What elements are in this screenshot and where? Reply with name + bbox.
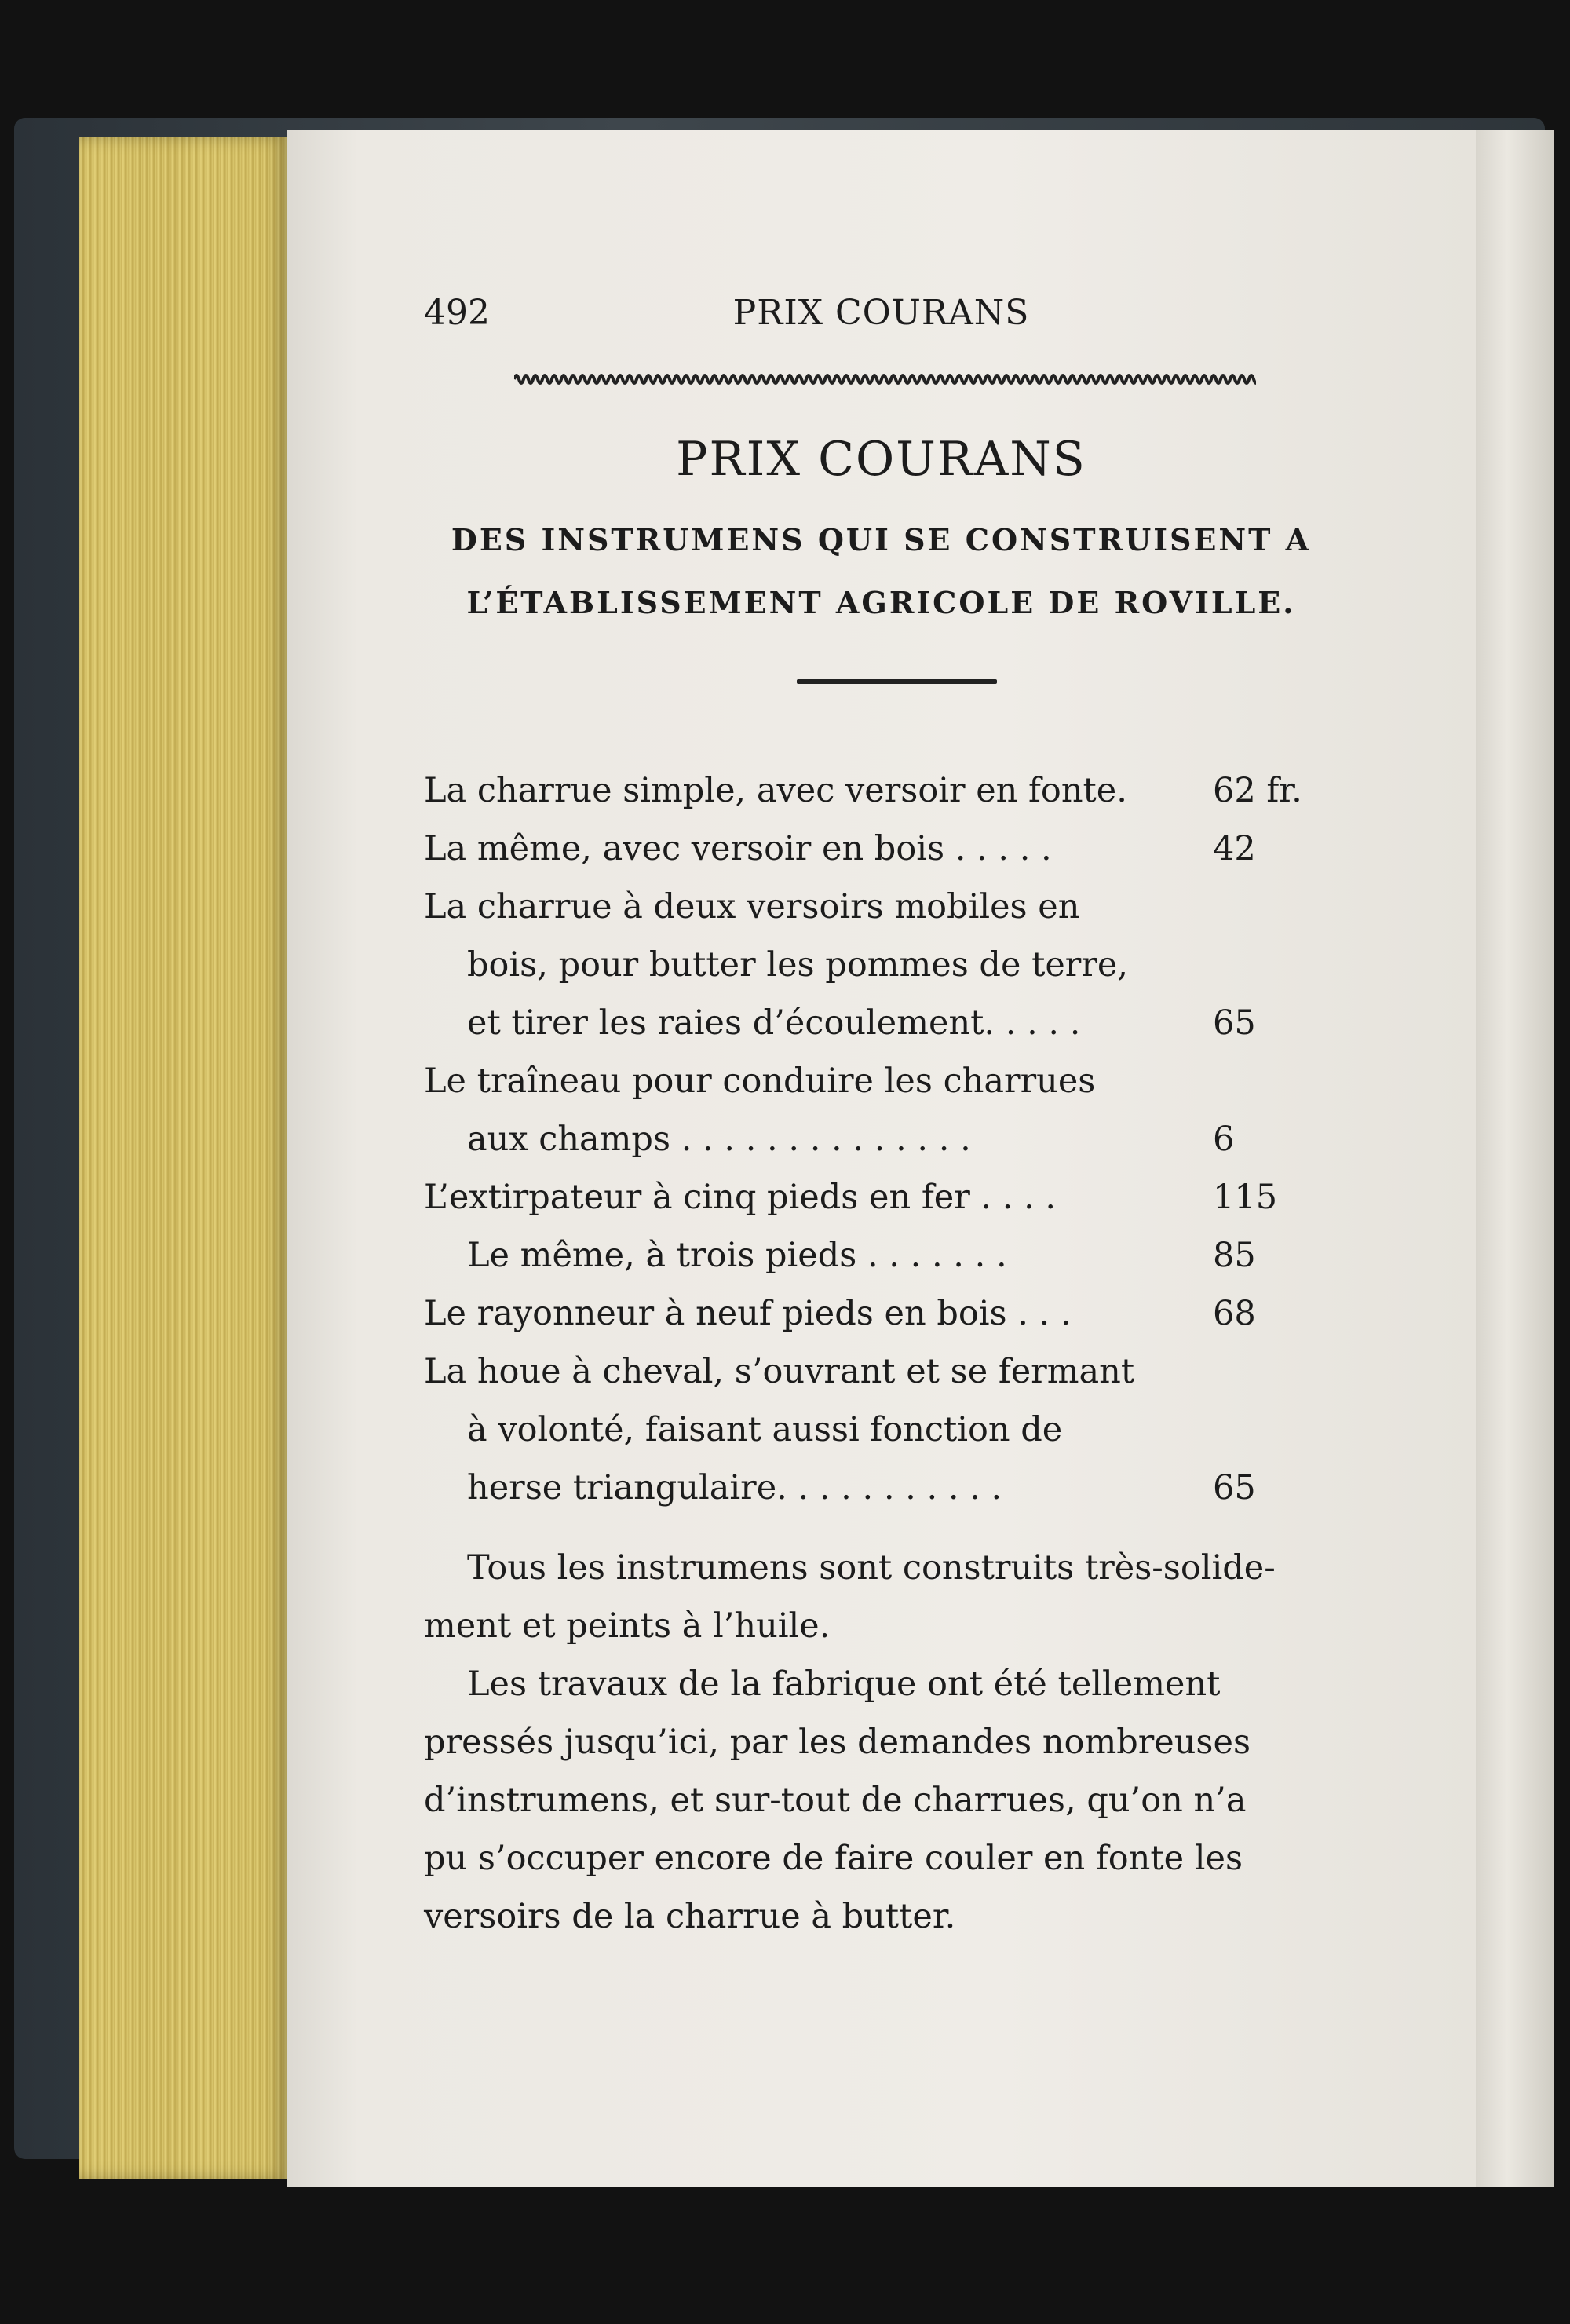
running-head — [424, 287, 1338, 334]
item-text: L’extirpateur à cinq pieds en fer . . . . — [424, 1178, 1057, 1217]
price-row — [424, 1459, 1338, 1517]
item-text: bois, pour butter les pommes de terre, — [467, 945, 1129, 985]
paragraph-line: versoirs de la charrue à butter. — [424, 1897, 956, 1936]
item-text: Le même, à trois pieds . . . . . . . — [467, 1236, 1007, 1275]
price-row — [424, 1226, 1338, 1284]
price-row — [424, 1284, 1338, 1343]
item-price: 65 — [1213, 1468, 1256, 1507]
paragraph-line: d’instrumens, et sur-tout de charrues, qu’on n’a — [424, 1781, 1247, 1820]
price-row — [424, 1052, 1338, 1110]
price-row — [424, 1401, 1338, 1459]
facing-page-edge — [1476, 130, 1554, 2187]
item-text: aux champs . . . . . . . . . . . . . . — [467, 1120, 971, 1159]
price-row — [424, 820, 1338, 878]
price-list — [424, 762, 1338, 1517]
paragraph-line: ment et peints à l’huile. — [424, 1606, 831, 1646]
item-price: 65 — [1213, 1003, 1256, 1043]
item-price: 68 — [1213, 1294, 1256, 1333]
item-text: et tirer les raies d’écoulement. . . . . — [467, 1003, 1081, 1043]
item-price: 62 fr. — [1213, 771, 1302, 810]
paragraph-line: pressés jusqu’ici, par les demandes nombreuses — [424, 1723, 1251, 1762]
item-text: Le rayonneur à neuf pieds en bois . . . — [424, 1294, 1072, 1333]
ornamental-wavy-rule — [514, 369, 1256, 389]
price-row — [424, 1168, 1338, 1226]
subtitle-line-2: L’ÉTABLISSEMENT AGRICOLE DE ROVILLE. — [466, 585, 1296, 620]
paragraph-note-1 — [424, 1539, 1338, 1655]
page-number: 492 — [424, 293, 490, 333]
item-text: La charrue simple, avec versoir en fonte. — [424, 771, 1127, 810]
item-price: 42 — [1213, 829, 1256, 868]
price-row — [424, 994, 1338, 1052]
price-row — [424, 1343, 1338, 1401]
running-title: PRIX COURANS — [732, 293, 1030, 333]
item-text: La charrue à deux versoirs mobiles en — [424, 887, 1080, 926]
item-price: 115 — [1213, 1178, 1278, 1217]
item-text: à volonté, faisant aussi fonction de — [467, 1410, 1063, 1449]
price-row — [424, 936, 1338, 994]
item-text: herse triangulaire. . . . . . . . . . . — [467, 1468, 1002, 1507]
paragraph-line: Les travaux de la fabrique ont été tellement — [467, 1664, 1221, 1704]
book-page — [287, 130, 1476, 2187]
gilt-page-edges — [78, 137, 287, 2179]
price-row — [424, 762, 1338, 820]
item-price: 85 — [1213, 1236, 1256, 1275]
item-text: La même, avec versoir en bois . . . . . — [424, 829, 1052, 868]
item-text: La houe à cheval, s’ouvrant et se fermant — [424, 1352, 1135, 1391]
item-text: Le traîneau pour conduire les charrues — [424, 1062, 1096, 1101]
short-rule — [797, 679, 997, 684]
paragraph-line: pu s’occuper encore de faire couler en fonte les — [424, 1839, 1243, 1878]
subtitle-line-1: DES INSTRUMENS QUI SE CONSTRUISENT A — [451, 522, 1312, 557]
section-title: PRIX COURANS — [676, 432, 1086, 487]
item-price: 6 — [1213, 1120, 1235, 1159]
paragraph-line: Tous les instrumens sont construits très-solide- — [467, 1548, 1276, 1588]
paragraph-note-2 — [424, 1655, 1338, 1946]
price-row — [424, 878, 1338, 936]
price-row — [424, 1110, 1338, 1168]
